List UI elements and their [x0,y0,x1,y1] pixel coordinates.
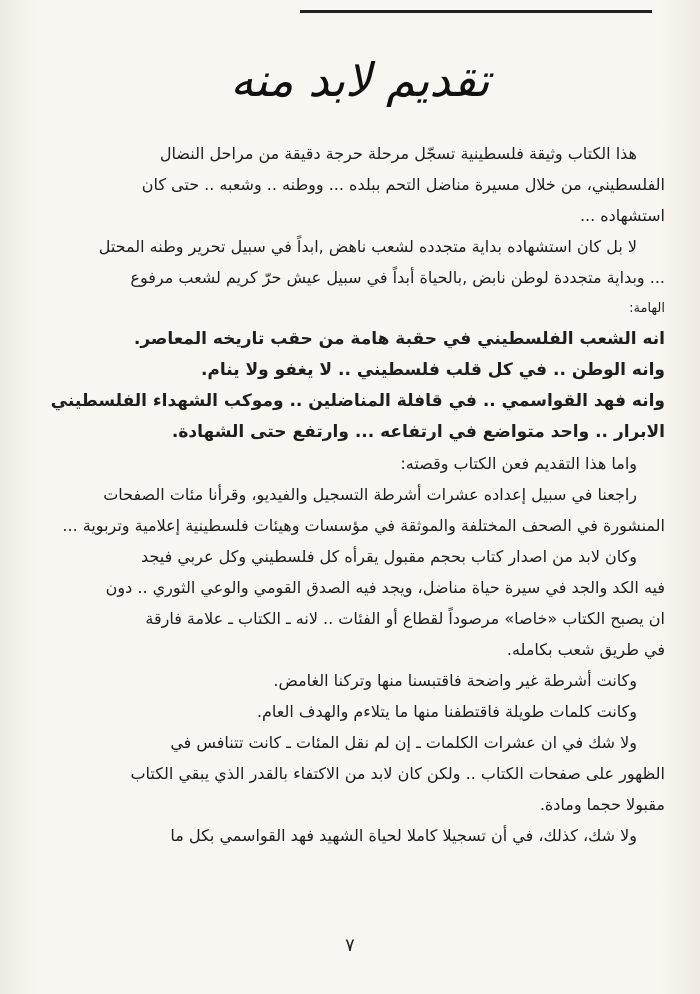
paragraph-line: وكان لابد من اصدار كتاب بحجم مقبول يقرأه كل فلسطيني وكل عربي فيجد [141,547,637,566]
paragraph-line: واما هذا التقديم فعن الكتاب وقصته: [400,454,637,473]
bold-line: وانه الوطن .. في كل قلب فلسطيني .. لا يغفو ولا ينام. [200,360,665,380]
paragraph-line: في طريق شعب بكامله. [506,640,665,659]
paragraph-line: ولا شك، كذلك، في أن تسجيلا كاملا لحياة الشهيد فهد القواسمي بكل ما [170,826,637,845]
page-number: ٧ [345,935,355,956]
bold-line: انه الشعب الفلسطيني في حقبة هامة من حقب تاريخه المعاصر. [133,329,665,349]
paragraph-line: هذا الكتاب وثيقة فلسطينية تسجّل مرحلة حرجة دقيقة من مراحل النضال [159,144,637,163]
paragraph-line: مقبولا حجما ومادة. [539,795,665,814]
paragraph-line: استشهاده ... [579,206,665,225]
paragraph-line: فيه الكد والجد في سيرة حياة مناضل، ويجد فيه الصدق القومي والوعي الثوري .. دون [105,578,665,597]
paragraph-line: الهامة: [629,301,665,316]
top-rule [300,10,652,13]
paragraph-line: ولا شك في ان عشرات الكلمات ـ إن لم نقل المئات ـ كانت تتنافس في [170,733,637,752]
paragraph-line: لا بل كان استشهاده بداية متجدده لشعب ناهض ,ابداً في سبيل تحرير وطنه المحتل [98,237,637,256]
paragraph-line: الفلسطيني، من خلال مسيرة مناضل التحم ببلده ... ووطنه .. وشعبه .. حتى كان [141,175,665,194]
paragraph-line: المنشورة في الصحف المختلفة والموثقة في مؤسسات وهيئات فلسطينية إعلامية وتربوية ... [62,516,665,535]
bold-line: الابرار .. واحد متواضع في ارتفاعه ... وارتفع حتى الشهادة. [171,422,665,442]
body-text [40,138,665,851]
paragraph-line: ... وبداية متجددة لوطن نابض ,بالحياة أبداً في سبيل عيش حرّ كريم لشعب مرفوع [130,268,665,287]
page-title: تقديم لابد منه [230,53,490,107]
paragraph-line: وكانت كلمات طويلة فاقتطفنا منها ما يتلاءم والهدف العام. [256,702,637,721]
paragraph-line: راجعنا في سبيل إعداده عشرات أشرطة التسجيل والفيديو، وقرأنا مئات الصفحات [103,485,637,504]
paragraph-line: وكانت أشرطة غير واضحة فاقتبسنا منها وتركنا الغامض. [273,671,637,690]
bold-line: وانه فهد القواسمي .. في قافلة المناضلين .. وموكب الشهداء الفلسطيني [50,391,665,411]
paragraph-line: الظهور على صفحات الكتاب .. ولكن كان لابد من الاكتفاء بالقدر الذي يبقي الكتاب [130,764,665,783]
paragraph-line: ان يصبح الكتاب «خاصا» مرصوداً لقطاع أو الفئات .. لانه ـ الكتاب ـ علامة فارقة [145,609,665,628]
